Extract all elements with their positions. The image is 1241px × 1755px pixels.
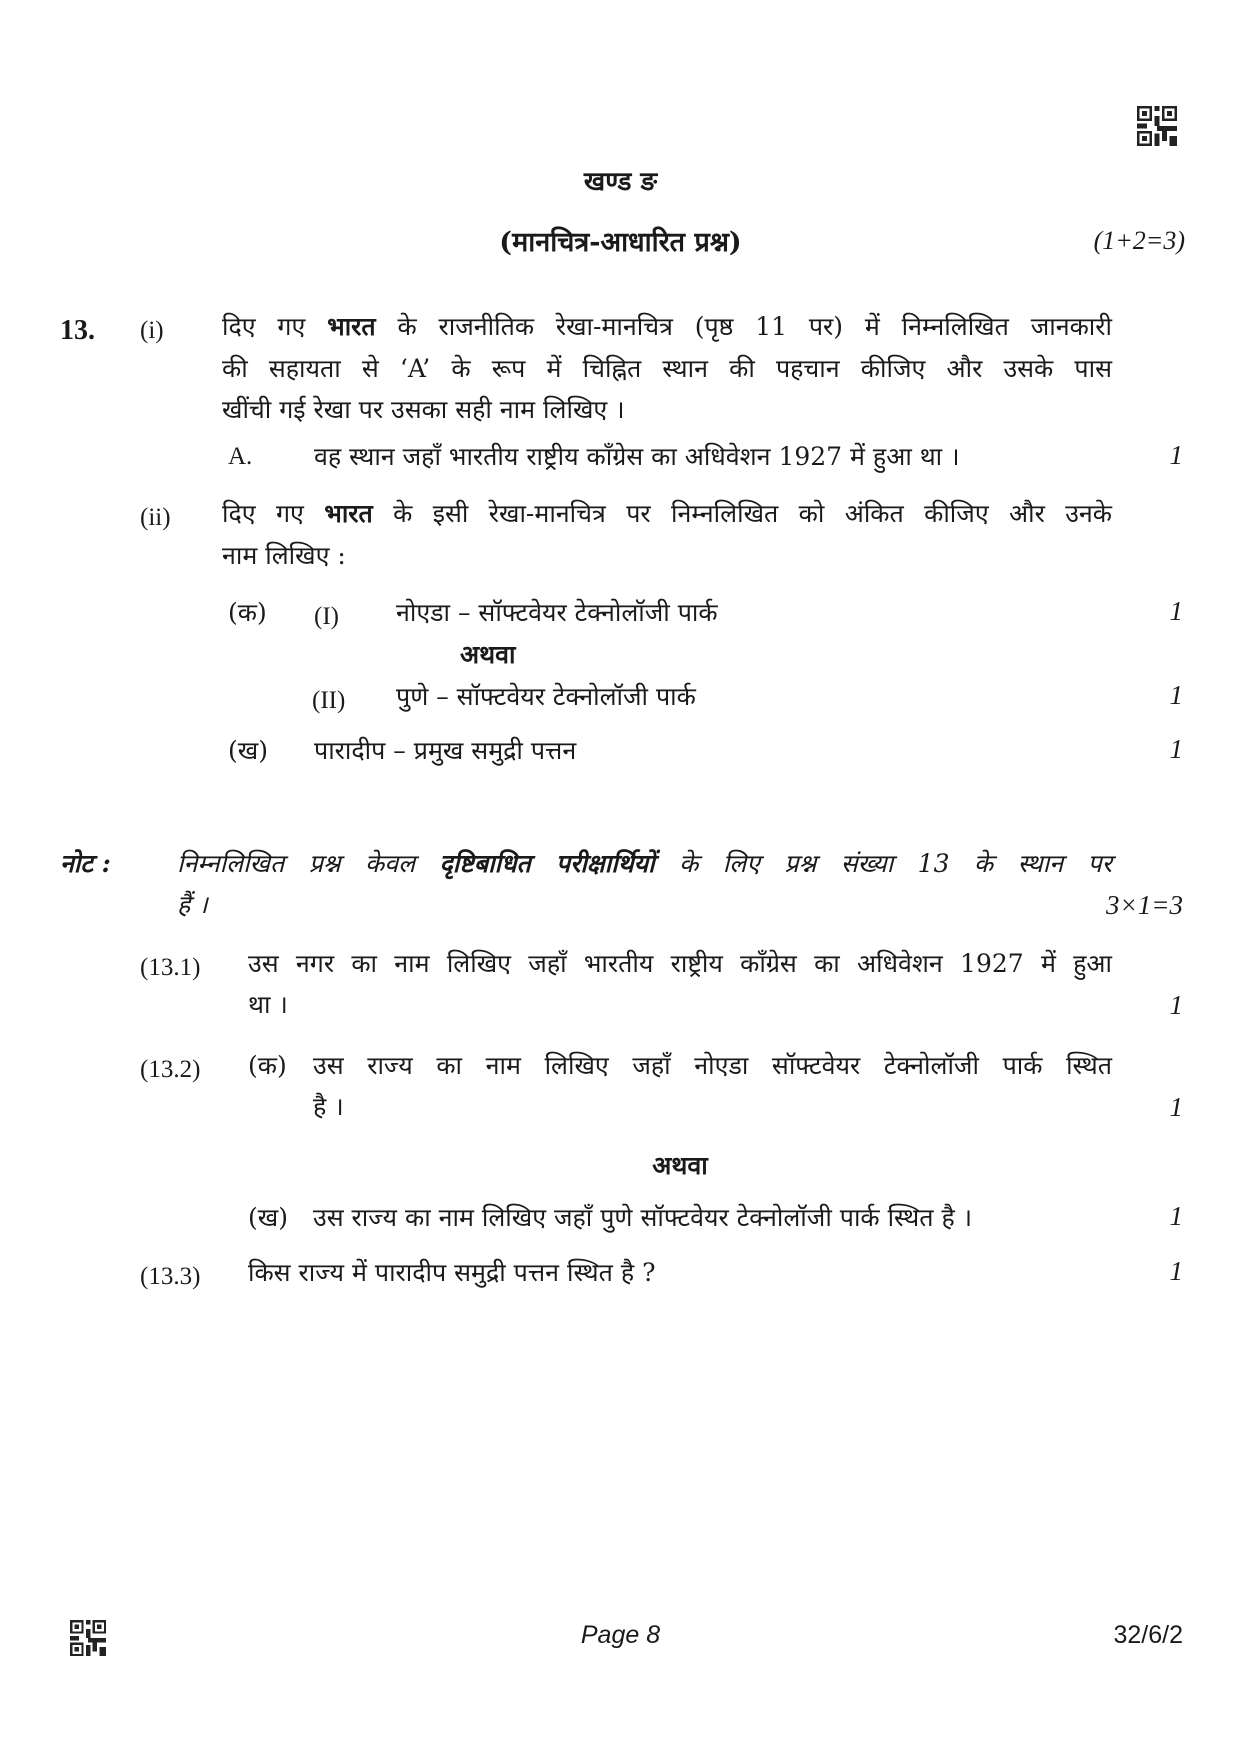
part-i-line2: की सहायता से ‘A’ के रूप में चिह्नित स्थान की पहचान कीजिए और उसके पास [222,354,1112,383]
part-ii-ka-label: (क) [228,598,267,627]
paper-code: 32/6/2 [1113,1621,1183,1649]
bharat-bold: भारत [327,312,376,341]
part-ii-ka-II-label: (II) [312,687,346,714]
note-bold: दृष्टिबाधित परीक्षार्थियों [439,849,655,878]
note-q1-mark: 1 [1169,990,1183,1020]
note-q2-kha-text: उस राज्य का नाम लिखिए जहाँ पुणे सॉफ्टवेयर टेक्नोलॉजी पार्क स्थित है । [313,1203,973,1232]
section-marks: (1+2=3) [1093,226,1185,255]
part-ii-ka-II-text: पुणे – सॉफ्टवेयर टेक्नोलॉजी पार्क [396,682,696,711]
part-i-item-label: A. [228,443,253,470]
part-ii-kha-label: (ख) [228,736,268,765]
note-q2-ka-mark: 1 [1169,1092,1183,1122]
section-subtitle: (मानचित्र-आधारित प्रश्न) [499,227,742,258]
part-i-label: (i) [140,317,164,344]
note-q1-line2: था । [248,990,288,1019]
part-ii-or: अथवा [460,640,516,669]
note-q3-mark: 1 [1169,1256,1183,1286]
part-ii-kha-mark: 1 [1169,734,1183,764]
note-q3-label: (13.3) [140,1263,201,1290]
part-ii-ka-I-mark: 1 [1169,596,1183,626]
note-q2-label: (13.2) [140,1056,201,1083]
note-marks: 3×1=3 [1106,890,1183,920]
section-title: खण्ड ङ [583,167,658,197]
part-i-line3: खींची गई रेखा पर उसका सही नाम लिखिए । [222,395,625,424]
note-q2-ka-line2: है । [313,1092,344,1121]
note-q1-label: (13.1) [140,954,201,981]
note-q2-ka-line1: उस राज्य का नाम लिखिए जहाँ नोएडा सॉफ्टवेयर टेक्नोलॉजी पार्क स्थित [313,1051,1112,1080]
note-q1-line1: उस नगर का नाम लिखिए जहाँ भारतीय राष्ट्रीय काँग्रेस का अधिवेशन 1927 में हुआ [248,949,1112,978]
part-i-item-mark: 1 [1169,440,1183,470]
part-ii-label: (ii) [140,504,171,531]
part-ii-ka-I-text: नोएडा – सॉफ्टवेयर टेक्नोलॉजी पार्क [396,598,718,627]
part-ii-kha-text: पारादीप – प्रमुख समुद्री पत्तन [314,736,577,765]
qr-code-icon-top [1137,106,1177,146]
part-i-item-text: वह स्थान जहाँ भारतीय राष्ट्रीय काँग्रेस का अधिवेशन 1927 में हुआ था । [314,442,960,471]
part-ii-line1: दिए गए भारत के इसी रेखा-मानचित्र पर निम्नलिखित को अंकित कीजिए और उनके [222,499,1112,528]
part-ii-ka-II-mark: 1 [1169,680,1183,710]
question-number: 13. [60,315,95,346]
note-q2-ka-label: (क) [248,1051,287,1080]
part-ii-ka-I-label: (I) [314,603,339,630]
note-q2-or: अथवा [652,1151,708,1180]
note-q3-text: किस राज्य में पारादीप समुद्री पत्तन स्थित है ? [248,1258,656,1287]
page-number: Page 8 [580,1621,661,1649]
note-line2: हैं । [177,890,208,919]
part-i-line1: दिए गए भारत के राजनीतिक रेखा-मानचित्र (पृष्ठ 11 पर) में निम्नलिखित जानकारी [222,312,1112,341]
note-label: नोट : [60,849,111,878]
part-ii-line2: नाम लिखिए : [222,541,346,570]
note-line1: निम्नलिखित प्रश्न केवल दृष्टिबाधित परीक्षार्थियों के लिए प्रश्न संख्या 13 के स्थान पर [177,849,1112,878]
bharat-bold-2: भारत [324,499,373,528]
note-q2-kha-label: (ख) [248,1203,288,1232]
note-q2-kha-mark: 1 [1169,1201,1183,1231]
